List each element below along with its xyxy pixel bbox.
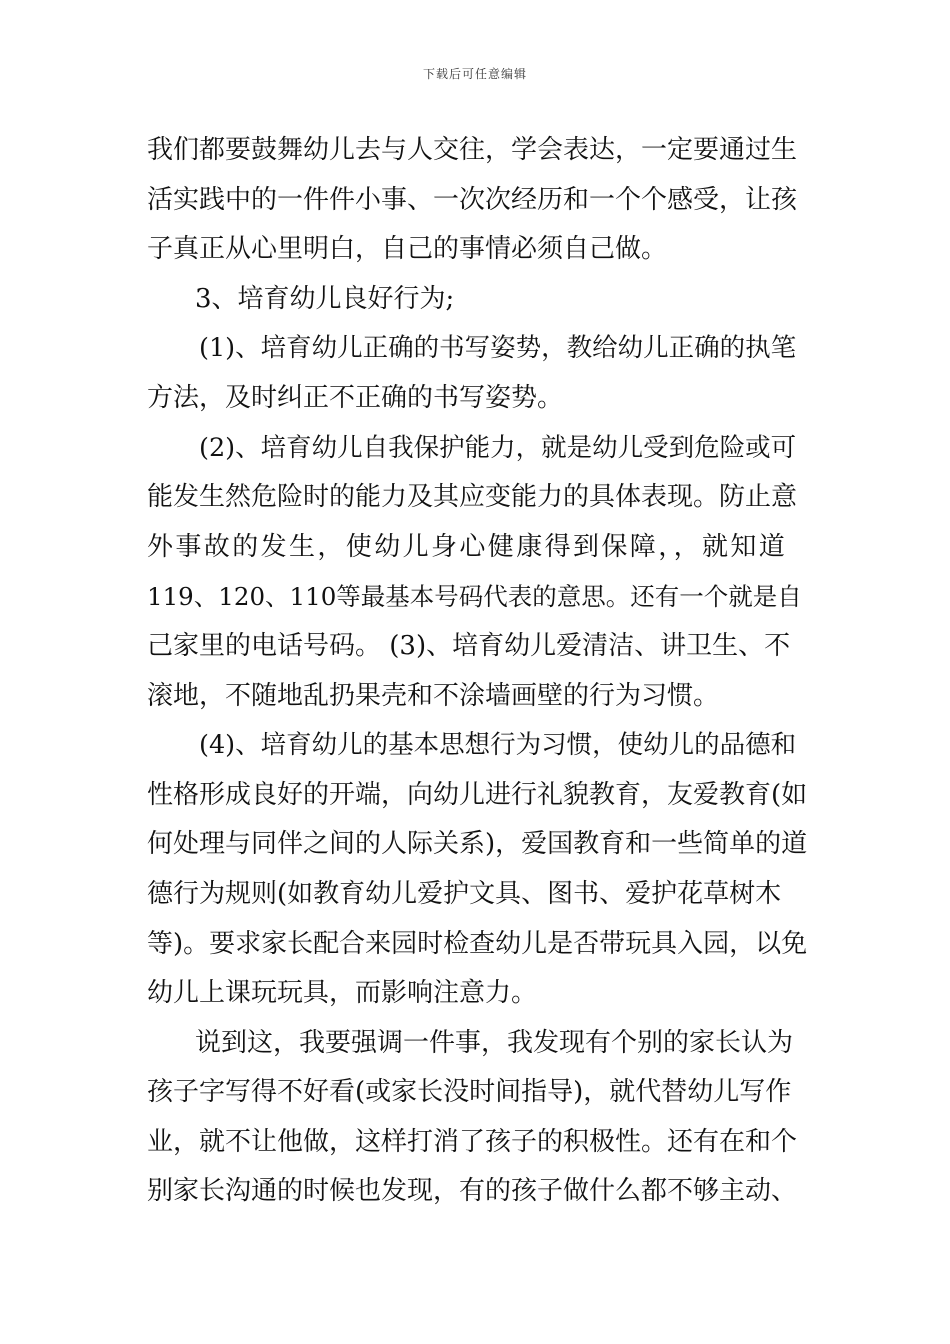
text-line: 德行为规则(如教育幼儿爱护文具、图书、爱护花草树木: [147, 878, 782, 909]
text-line: 活实践中的一件件小事、一次次经历和一个个感受，让孩: [147, 184, 798, 215]
document-body: [147, 126, 807, 1217]
text-line: 别家长沟通的时候也发现，有的孩子做什么都不够主动、: [147, 1176, 798, 1207]
text-line: 方法，及时纠正不正确的书写姿势。: [147, 382, 564, 413]
text-line: (1)、培育幼儿正确的书写姿势，教给幼儿正确的执笔: [199, 333, 797, 364]
page-header: 下载后可任意编辑: [422, 67, 527, 81]
text-line: 业，就不让他做，这样打消了孩子的积极性。还有在和个: [147, 1126, 798, 1157]
text-line: 我们都要鼓舞幼儿去与人交往，学会表达，一定要通过生: [147, 135, 798, 165]
text-line: 己家里的电话号码。 (3)、培育幼儿爱清洁、讲卫生、不: [147, 630, 791, 661]
text-line: 滚地，不随地乱扔果壳和不涂墙画壁的行为习惯。: [147, 680, 720, 711]
text-line: 外事故的发生，使幼儿身心健康得到保障，，就知道: [147, 531, 788, 562]
text-line: 说到这，我要强调一件事，我发现有个别的家长认为: [195, 1027, 794, 1058]
text-line: 何处理与同伴之间的人际关系)，爱国教育和一些简单的道: [147, 829, 808, 860]
text-line: (2)、培育幼儿自我保护能力，就是幼儿受到危险或可: [199, 432, 797, 463]
text-line: 等)。要求家长配合来园时检查幼儿是否带玩具入园，以免: [147, 928, 808, 959]
text-line: (4)、培育幼儿的基本思想行为习惯，使幼儿的品德和: [199, 730, 797, 761]
text-line: 119、120、110等最基本号码代表的意思。还有一个就是自: [147, 582, 802, 612]
section-heading: 3、培育幼儿良好行为;: [195, 283, 455, 314]
text-line: 能发生然危险时的能力及其应变能力的具体表现。防止意: [147, 482, 798, 513]
text-line: 幼儿上课玩玩具，而影响注意力。: [147, 978, 538, 1009]
text-line: 性格形成良好的开端，向幼儿进行礼貌教育，友爱教育(如: [147, 779, 808, 810]
text-line: 子真正从心里明白，自己的事情必须自己做。: [147, 234, 668, 265]
text-line: 孩子字写得不好看(或家长没时间指导)，就代替幼儿写作: [147, 1077, 792, 1108]
